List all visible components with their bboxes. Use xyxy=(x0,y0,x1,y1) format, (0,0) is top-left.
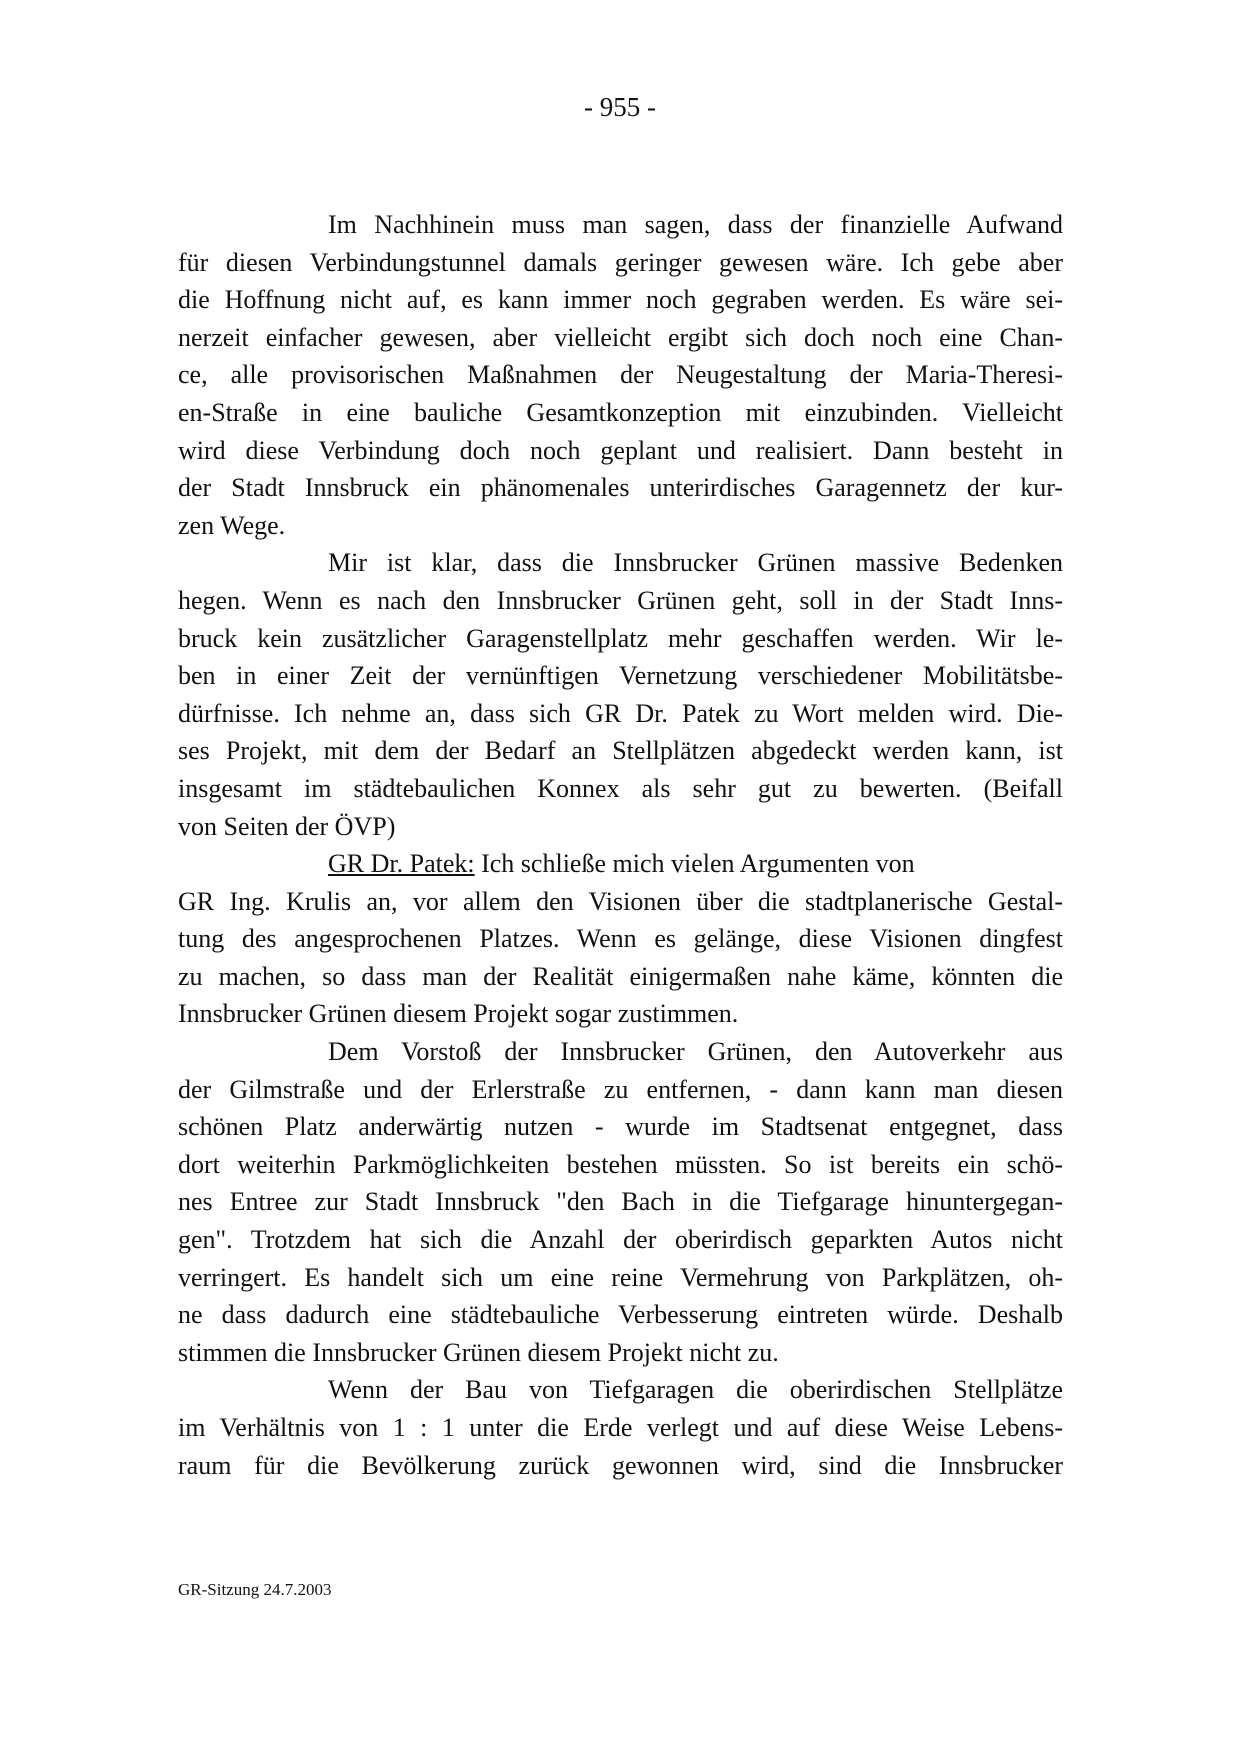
text-line: der Gilmstraße und der Erlerstraße zu entfernen, - dann kann man diesen xyxy=(178,1074,1063,1104)
text-line: hegen. Wenn es nach den Innsbrucker Grünen geht, soll in der Stadt Inns- xyxy=(178,585,1063,615)
text-line: ne dass dadurch eine städtebauliche Verbesserung eintreten würde. Deshalb xyxy=(178,1300,1063,1330)
text-line: Dem Vorstoß der Innsbrucker Grünen, den Autoverkehr aus xyxy=(328,1037,1063,1067)
text-line: GR Ing. Krulis an, vor allem den Visionen über die stadtplanerische Gestal- xyxy=(178,886,1063,916)
text-line: zu machen, so dass man der Realität einigermaßen nahe käme, könnten die xyxy=(178,961,1063,991)
text-line: Innsbrucker Grünen diesem Projekt sogar zustimmen. xyxy=(178,999,739,1029)
text-line: für diesen Verbindungstunnel damals geringer gewesen wäre. Ich gebe aber xyxy=(178,247,1063,277)
page-number: - 955 - xyxy=(584,92,656,122)
text-line: dürfnisse. Ich nehme an, dass sich GR Dr. Patek zu Wort melden wird. Die- xyxy=(178,698,1063,728)
text-line: ben in einer Zeit der vernünftigen Vernetzung verschiedener Mobilitätsbe- xyxy=(178,661,1063,691)
text-line: bruck kein zusätzlicher Garagenstellplatz mehr geschaffen werden. Wir le- xyxy=(178,623,1063,653)
text-line: von Seiten der ÖVP) xyxy=(178,811,396,841)
text-line: wird diese Verbindung doch noch geplant und realisiert. Dann besteht in xyxy=(178,435,1063,465)
text-line: gen". Trotzdem hat sich die Anzahl der oberirdisch geparkten Autos nicht xyxy=(178,1225,1063,1255)
text-line: zen Wege. xyxy=(178,510,286,540)
text-line: insgesamt im städtebaulichen Konnex als sehr gut zu bewerten. (Beifall xyxy=(178,773,1063,803)
paragraph-2 xyxy=(178,544,1063,845)
text-line: im Verhältnis von 1 : 1 unter die Erde verlegt und auf diese Weise Lebens- xyxy=(178,1413,1063,1442)
document-body xyxy=(178,206,1063,1484)
text-line: ce, alle provisorischen Maßnahmen der Neugestaltung der Maria-Theresi- xyxy=(178,360,1063,390)
text-line: tung des angesprochenen Platzes. Wenn es gelänge, diese Visionen dingfest xyxy=(178,924,1063,954)
text-line: verringert. Es handelt sich um eine reine Vermehrung von Parkplätzen, oh- xyxy=(178,1262,1063,1292)
paragraph-5 xyxy=(178,1371,1063,1484)
text-line: nerzeit einfacher gewesen, aber vielleicht ergibt sich doch noch eine Chan- xyxy=(178,322,1063,352)
text-line: schönen Platz anderwärtig nutzen - wurde im Stadtsenat entgegnet, dass xyxy=(178,1112,1063,1142)
paragraph-3 xyxy=(178,845,1063,1033)
speaker-line-text: Ich schließe mich vielen Argumenten von xyxy=(474,849,915,879)
text-line: Mir ist klar, dass die Innsbrucker Grünen massive Bedenken xyxy=(328,548,1063,578)
speaker-line xyxy=(178,845,1063,883)
text-line: nes Entree zur Stadt Innsbruck "den Bach in die Tiefgarage hinuntergegan- xyxy=(178,1187,1063,1217)
text-line: Wenn der Bau von Tiefgaragen die oberirdischen Stellplätze xyxy=(328,1375,1063,1405)
text-line: stimmen die Innsbrucker Grünen diesem Projekt nicht zu. xyxy=(178,1337,779,1367)
text-line: en-Straße in eine bauliche Gesamtkonzeption mit einzubinden. Vielleicht xyxy=(178,397,1063,427)
paragraph-4 xyxy=(178,1033,1063,1371)
text-line: dort weiterhin Parkmöglichkeiten bestehen müssten. So ist bereits ein schö- xyxy=(178,1149,1063,1179)
text-line: Im Nachhinein muss man sagen, dass der finanzielle Aufwand xyxy=(328,210,1063,239)
footer-session-label: GR-Sitzung 24.7.2003 xyxy=(178,1580,332,1599)
speaker-name: GR Dr. Patek: xyxy=(328,849,475,879)
text-line: der Stadt Innsbruck ein phänomenales unterirdisches Garagennetz der kur- xyxy=(178,473,1063,503)
text-line: ses Projekt, mit dem der Bedarf an Stellplätzen abgedeckt werden kann, ist xyxy=(178,736,1063,766)
text-line: raum für die Bevölkerung zurück gewonnen wird, sind die Innsbrucker xyxy=(178,1450,1063,1480)
text-line: die Hoffnung nicht auf, es kann immer noch gegraben werden. Es wäre sei- xyxy=(178,285,1063,315)
paragraph-1 xyxy=(178,206,1063,544)
